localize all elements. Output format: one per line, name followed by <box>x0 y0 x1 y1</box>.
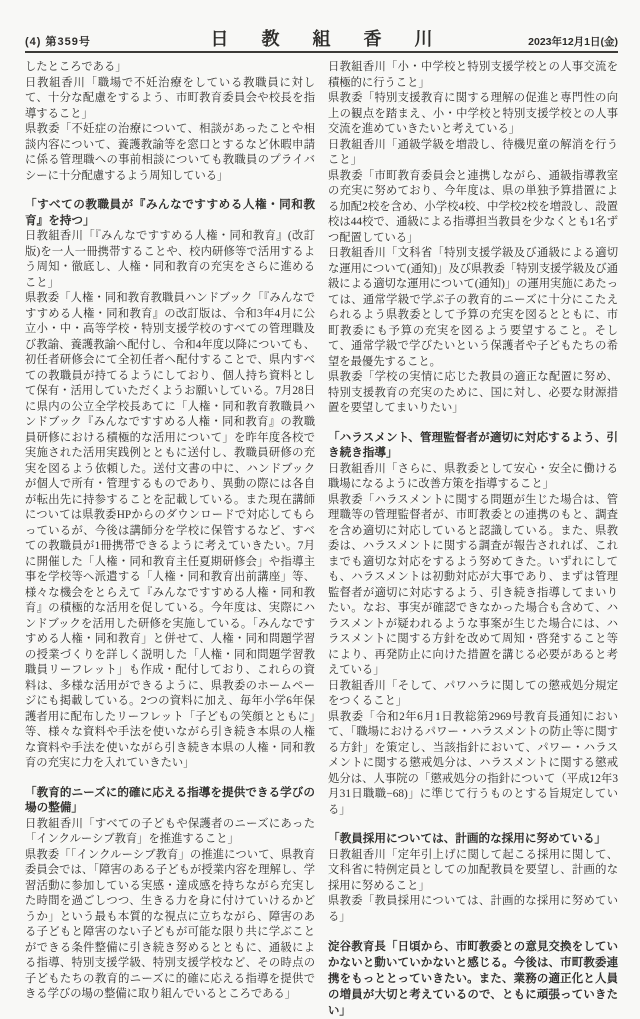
paragraph: 日教組香川「通級学級を増設し、待機児童の解消を行うこと」 <box>328 138 618 166</box>
newsletter-title: 日 教 組 香 川 <box>210 29 447 49</box>
paragraph: 日教組香川「さらに、県教委として安心・安全に働ける職場になるように改善方策を指導すること」 <box>328 462 618 490</box>
paragraph: 日教組香川「定年引上げに関して起こる採用に関して、文科省に特例定員としての加配教員を要望し、計画的な採用に努めること」 <box>328 848 618 892</box>
section-heading: 「教員採用については、計画的な採用に努めている」 <box>328 832 607 845</box>
page-number-issue: (4) 第359号 <box>25 36 91 48</box>
paragraph: 県教委「不妊症の治療について、相談があったことや相談内容について、養護教諭等を窓口とするなど休暇申請に係る管理職への事前相談についても教職員のプライバシーに十分配慮するよう周知している」 <box>25 123 315 182</box>
page-header <box>25 30 618 53</box>
paragraph: 県教委「教員採用については、計画的な採用に努めている」 <box>328 895 618 923</box>
paragraph: 県教委「「インクルーシブ教育」の推進について、県教育委員会では、「障害のある子どもが授業内容を理解し、学習活動に参加している実感・達成感を持ちながら充実した時間を過ごしつつ、生きる力を身に付けていけるかどうか」という最も本質的な視点に立ちながら、障害のある子どもと障害のない子どもが可能な限り共に学ぶことができる条件整備に引き続き努めるとともに、通級による指導、特別支援学級、特別支援学校など、その時点の子どもたちの教育的ニーズに的確に応える指導を提供できる学びの場の整備に取り組んでいるところである」 <box>25 848 315 1000</box>
paragraph: 日教組香川「すべての子どもや保護者のニーズにあった「インクルーシブ教育」を推進すること」 <box>25 817 315 845</box>
superintendent-comment: 淀谷教育長「日頃から、市町教委との意見交換をしていかないと動いていかないと感じる。今後は、市町教委連携をもっととっていきたい。また、業務の適正化と人員の増員が大切と考えているので、ともに頑張っていきたい」 <box>328 941 618 1017</box>
section-heading: 「すべての教職員が『みんなですすめる人権・同和教育』を持つ」 <box>25 198 315 227</box>
paragraph: 日教組香川「『みんなですすめる人権・同和教育』(改訂版)を一人一冊携帯することや、校内研修等で活用するよう周知・徹底し、人権・同和教育の充実をさらに進めること」 <box>25 230 315 289</box>
left-column <box>25 60 315 1019</box>
paragraph: 県教委「学校の実情に応じた教員の適正な配置に努め、特別支援教育の充実のために、国に対し、必要な財源措置を要望してまいりたい」 <box>328 371 618 414</box>
section-heading: 「教育的ニーズに的確に応える指導を提供できる学びの場の整備」 <box>25 785 315 814</box>
paragraph: 県教委「特別支援教育に関する理解の促進と専門性の向上の観点を踏まえ、小・中学校と特別支援学校との人事交流を進めていきたいと考えている」 <box>328 92 618 135</box>
right-column <box>328 60 618 1019</box>
paragraph: 日教組香川「職場で不妊治療をしている教職員に対して、十分な配慮をするよう、市町教育委員会や校長を指導すること」 <box>25 76 315 120</box>
article-columns <box>25 60 618 1019</box>
paragraph: 県教委「ハラスメントに関する問題が生じた場合は、管理職等の管理監督者が、市町教委との連携のもと、調査を含め適切に対応していると認識している。また、県教委は、ハラスメントに関する調査が報告されれば、これまでも適切な対応をするよう努めてきた。いずれにしても、ハラスメントは初動対応が大事であり、まずは管理監督者が適切に対応するよう、引き続き指導してまいりたい。なお、事実が確認できなかった場合も含めて、ハラスメントが疑われるような事案が生じた場合には、ハラスメントに関する方針を改めて周知・啓発すること等により、再発防止に向けた措置を講じる必要があると考えている」 <box>328 493 618 676</box>
issue-date: 2023年12月1日(金) <box>528 36 619 48</box>
paragraph: 日教組香川「小・中学校と特別支援学校との人事交流を積極的に行うこと」 <box>328 61 618 89</box>
paragraph: 日教組香川「そして、パワハラに関しての懲戒処分規定をつくること」 <box>328 679 618 707</box>
paragraph: したところである」 <box>25 61 127 73</box>
paragraph: 県教委「人権・同和教育教職員ハンドブック「『みんなですすめる人権・同和教育』の改訂版は、令和3年4月に公立小・中・高等学校・特別支援学校のすべての管理職及び教諭、養護教諭へ配付し、令和4年度以降についても、初任者研修会にて全初任者へ配付することで、県内すべての教職員が持てるようにしており、個人持ち資料として保有・活用していただくようお願いしている。7月28日に県内の公立全学校長あてに「人権・同和教育教職員ハンドブック『みんなですすめる人権・同和教育』の教職員研修における積極的な活用について」を昨年度各校で実施された活用実践例とともに送付し、教職員研修の充実を図るよう依頼した。送付文書の中に、ハンドブックが個人で所有・管理するものであり、異動の際には各自が転出先に持参することを記載している。また現在講師については県教委HPからのダウンロードで対応してもらっているが、今後は講師分を学校に保管するなど、すべての教職員が1冊携帯できるように考えていきたい。7月に開催した「人権・同和教育主任夏期研修会」や指導主事を学校等へ派遣する「人権・同和教育出前講座」等、様々な機会をとらえて『みんなですすめる人権・同和教育』の積極的な活用を促している。今年度は、実際にハンドブックを活用した研修を実施している。「みんなですすめる人権・同和教育」と併せて、人権・同和問題学習の授業づくりを詳しく説明した「人権・同和問題学習教職員リーフレット」も作成・配付しており、これらの資料は、多様な活用ができるように、県教委のホームページにも掲載している。2つの資料に加え、毎年小学6年保護者用に配布したリーフレット「子どもの笑顔とともに」等、様々な資料や手法を使いながら引き続き本県の人権な資料や手法を使いながら引き続き本県の人権・同和教育の充実に力を入れていきたい」 <box>25 292 315 769</box>
section-heading: 「ハラスメント、管理監督者が適切に対応するよう、引き続き指導」 <box>328 430 618 459</box>
paragraph: 日教組香川「文科省「特別支援学級及び通級による適切な運用について(通知)」及び県教委「特別支援学級及び通級による適切な運用について(通知)」の運用実施にあたっては、通常学級で学ぶ子の教育的ニーズに十分にこたえられるよう県教委として予算の充実を図るとともに、市町教委にも予算の充実を図るよう要望すること。そして、通常学級で学びたいという保護者や子どもたちの希望を最優先すること。 <box>328 247 618 368</box>
paragraph: 県教委「令和2年6月1日教総第2969号教育長通知において、「職場におけるパワー・ハラスメントの防止等に関する方針」を策定し、当該指針において、パワー・ハラスメントに関する懲戒処分は、ハラスメントに関する懲戒処分は、人事院の「懲戒処分の指針について（平成12年3月31日職職−68)」に準じて行うものとする旨規定している」 <box>328 710 618 816</box>
paragraph: 県教委「市町教育委員会と連携しながら、通級指導教室の充実に努めており、今年度は、県の単独予算措置による加配2校を含め、小学校4校、中学校2校を増設し、設置校は44校で、通級による指導担当教員を少なくとも1名ずつ配置している」 <box>328 169 618 244</box>
